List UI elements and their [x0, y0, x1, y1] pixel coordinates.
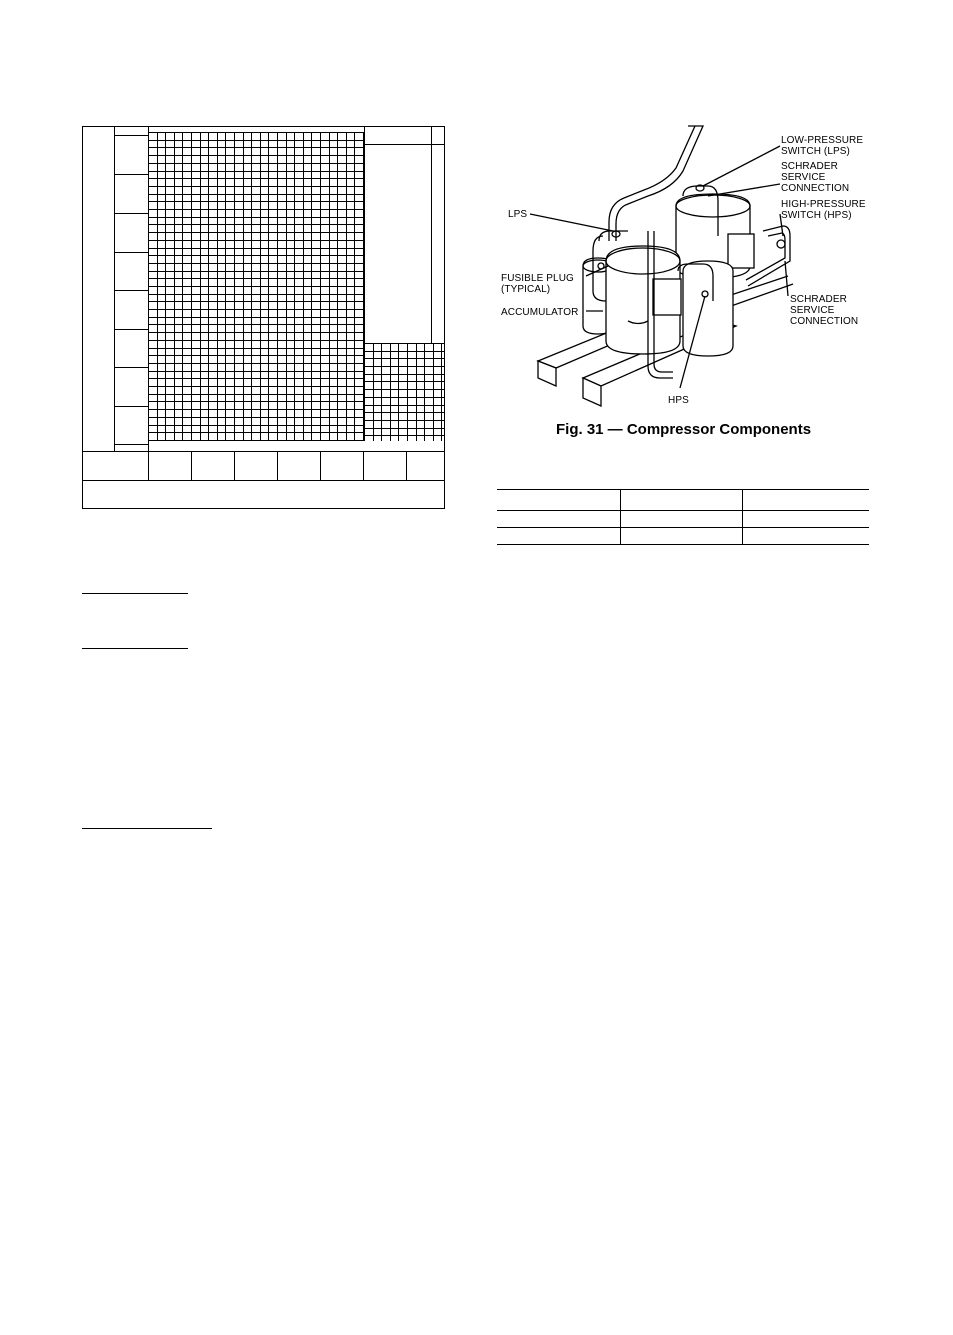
label-schrader-top-3: CONNECTION: [781, 183, 850, 194]
svg-text:SCHRADER: [781, 161, 838, 172]
figure-caption: Fig. 31 — Compressor Components: [556, 421, 812, 438]
svg-text:SWITCH (HPS): [781, 210, 852, 221]
label-fusible-plug-1: FUSIBLE PLUG: [501, 273, 574, 284]
svg-text:CONNECTION: [790, 316, 858, 327]
svg-text:ACCUMULATOR: [501, 307, 578, 318]
compressor-figure: [498, 116, 878, 416]
svg-text:HPS: [668, 395, 689, 406]
label-schrader-right-1: SCHRADER: [790, 294, 847, 305]
svg-text:SERVICE: [781, 172, 826, 183]
section-heading-rule-1: [82, 593, 188, 594]
label-schrader-right-3: CONNECTION: [790, 316, 859, 327]
front-compressor: [606, 246, 681, 354]
svg-text:LOW-PRESSURE: [781, 135, 863, 146]
svg-text:HIGH-PRESSURE: [781, 199, 866, 210]
svg-text:LPS: [508, 209, 527, 220]
svg-text:SCHRADER: [790, 294, 847, 305]
svg-text:CONNECTION: [781, 183, 849, 194]
label-schrader-top-1: SCHRADER: [781, 161, 838, 172]
label-hps: HPS: [668, 395, 689, 406]
label-accumulator: ACCUMULATOR: [501, 307, 579, 318]
small-table: [497, 488, 869, 546]
svg-text:SWITCH (LPS): [781, 146, 850, 157]
label-hps-switch-2: SWITCH (HPS): [781, 210, 852, 221]
label-schrader-top-2: SERVICE: [781, 172, 826, 183]
svg-text:FUSIBLE PLUG: [501, 273, 574, 284]
label-lps-switch-2: SWITCH (LPS): [781, 146, 850, 157]
grid-table: [82, 126, 446, 511]
label-schrader-right-2: SERVICE: [790, 305, 835, 316]
label-lps-switch-1: LOW-PRESSURE: [781, 135, 864, 146]
label-lps: LPS: [508, 209, 528, 220]
label-fusible-plug-2: (TYPICAL): [501, 284, 551, 295]
svg-text:SERVICE: [790, 305, 835, 316]
section-heading-rule-3: [82, 828, 212, 829]
svg-text:(TYPICAL): [501, 284, 550, 295]
section-heading-rule-2: [82, 648, 188, 649]
middle-compressor: [683, 261, 733, 356]
label-hps-switch-1: HIGH-PRESSURE: [781, 199, 866, 210]
